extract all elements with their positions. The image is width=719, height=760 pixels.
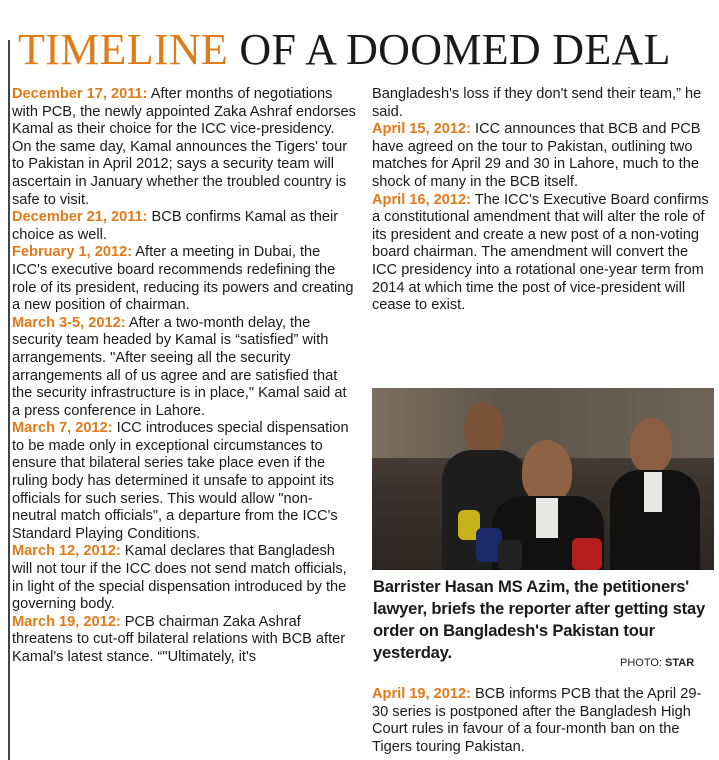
timeline-entry — [372, 86, 712, 121]
entry-text: After months of negotiations with PCB, the newly appointed Zaka Ashraf endorses Kamal as their choice for the ICC vice-presidency. On the same day, Kamal announces the Tigers' tour to Pakistan in April 2012; says a security team will ascertain in January whether the troubled country is safe to visit. — [12, 86, 356, 208]
photo-person — [630, 418, 672, 472]
timeline-entry — [372, 192, 712, 315]
timeline-entry — [12, 543, 357, 613]
tail-column — [372, 686, 712, 756]
entry-text: BCB confirms Kamal as their choice as well. — [12, 209, 339, 243]
photo-credit-source: STAR — [665, 657, 695, 669]
entry-date: February 1, 2012: — [12, 244, 133, 261]
entry-date: March 3-5, 2012: — [12, 314, 126, 331]
right-column — [372, 86, 712, 315]
microphone — [498, 540, 522, 570]
timeline-entry — [12, 420, 357, 543]
entry-date: April 16, 2012: — [372, 191, 471, 208]
timeline-entry — [12, 614, 357, 667]
entry-text: BCB informs PCB that the April 29-30 series is postponed after the Bangladesh High Court rules in favour of a four-month ban on the Tigers touring Pakistan. — [372, 686, 702, 755]
timeline-entry — [12, 244, 357, 314]
entry-text: Kamal declares that Bangladesh will not tour if the ICC does not send match officials, in light of the special dispensation introduced by the governing body. — [12, 543, 347, 613]
photo-credit-label: PHOTO: — [620, 657, 666, 669]
entry-text: After a two-month delay, the security team headed by Kamal is “satisfied” with arrangements. "After seeing all the security arrangements all of us agree and are satisfied that the security infrastructure is in place," Kamal said at a press conference in Lahore. — [12, 314, 347, 419]
photo-person — [522, 440, 572, 502]
entry-text: ICC introduces special dispensation to be made only in exceptional circumstances to ensure that bilateral series take place even if the ruling body has determined it unsafe to appoint its officials for such series. This would allow "non-neutral match officials", a departure from the ICC's Standard Playing Conditions. — [12, 420, 349, 542]
entry-date: March 19, 2012: — [12, 613, 121, 630]
headline — [18, 22, 671, 78]
entry-date: December 17, 2011: — [12, 86, 148, 102]
entry-text: ICC announces that BCB and PCB have agreed on the tour to Pakistan, outlining two matches for April 29 and 30 in Lahore, much to the shock of many in the BCB itself. — [372, 121, 701, 190]
entry-date: December 21, 2011: — [12, 209, 148, 226]
column-rule — [8, 40, 10, 760]
timeline-entry — [372, 686, 712, 756]
entry-date: April 15, 2012: — [372, 121, 471, 138]
headline-accent: TIMELINE — [18, 25, 229, 74]
news-photo — [372, 388, 714, 570]
headline-rest: OF A DOOMED DEAL — [228, 25, 671, 74]
photo-person — [464, 402, 504, 454]
entry-date: April 19, 2012: — [372, 686, 471, 702]
left-column — [12, 86, 357, 667]
entry-text: Bangladesh's loss if they don't send their team,” he said. — [372, 86, 702, 120]
timeline-entry — [12, 315, 357, 421]
entry-text: PCB chairman Zaka Ashraf threatens to cut-off bilateral relations with BCB after Kamal's latest stance. “"Ultimately, it's — [12, 613, 346, 665]
photo-credit — [620, 657, 694, 669]
timeline-entry — [12, 86, 357, 209]
entry-date: March 12, 2012: — [12, 543, 121, 560]
timeline-entry — [372, 121, 712, 191]
entry-date: March 7, 2012: — [12, 420, 113, 437]
timeline-entry — [12, 209, 357, 244]
entry-text: After a meeting in Dubai, the ICC's executive board recommends redefining the role of its president, reducing its powers and creating a new position of chairman. — [12, 244, 354, 314]
photo-caption: Barrister Hasan MS Azim, the petitioners' lawyer, briefs the reporter after getting stay order on Bangladesh's Pakistan tour yesterday. — [373, 577, 706, 662]
photo-person — [644, 472, 662, 512]
entry-text: The ICC's Executive Board confirms a constitutional amendment that will alter the role of its president and create a new post of a non-voting board chairman. The amendment will convert the ICC presidency into a rotational one-year term from 2014 at which time the post of vice-president will cease to exist. — [372, 191, 709, 314]
photo-person — [536, 498, 558, 538]
microphone — [572, 538, 602, 570]
